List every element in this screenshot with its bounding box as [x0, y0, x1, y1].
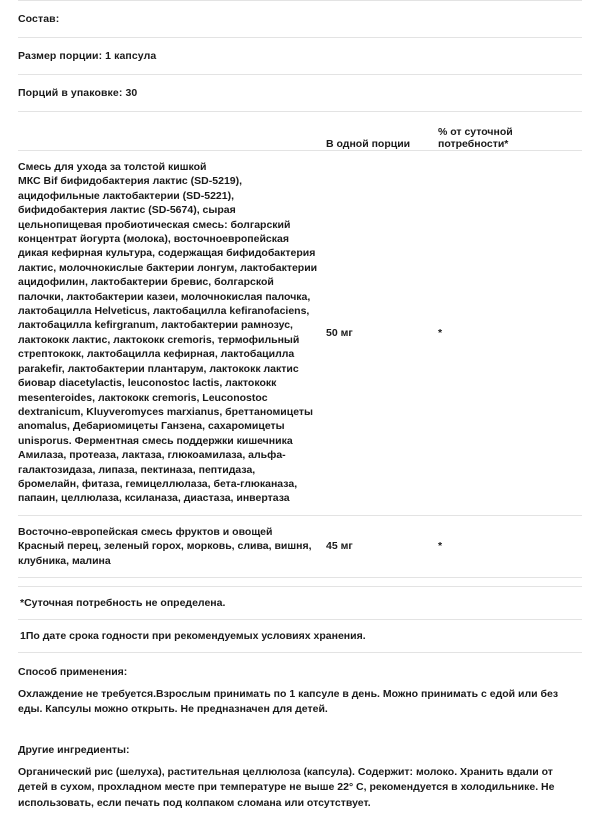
footnote-expiration: 1По дате срока годности при рекомендуемых условиях хранения. — [20, 629, 366, 642]
column-header-daily-value: % от суточной потребности* — [438, 126, 513, 150]
nutrient-ingredients: МКС Bif бифидобактерия лактис (SD-5219), ацидофильные лактобактерии (SD-5221), бифидобактерия лактис (SD-5674), сырая цельнопищевая пробиотическая смесь: болгарский концентрат йогурта (молока), восточноевропейская дикая кефирная культура, содержащая бифидобактерия лактис, молочнокислые бактерии лонгум, лактобактерии ацидофилин, лактобактерии бревис, болгарской палочки, лактобактерии казеи, молочнокислая палочка, лактобацилла Helveticus, лактобацилла kefiranofaciens, лактобацилла kefirgranum, лактобактерии рамнозус, лактококк лактис, лактококк cremoris, термофильный стрептококк, лактобацилла кефирная, лактобацилла parakefir, лактобактерии плантарум, лактококк лактис биовар diacetylactis, leuconostoc lactis, лактококк mesenteroides, лактококк cremoris, Leuconostoc dextranicum, Kluyveromyces marxianus, бреттаномицеты anomalus, Дебариомицеты Ганзена, сахаромицеты unisporus. Ферментная смесь поддержки кишечника Амилаза, протеаза, лактаза, глюкоамилаза, альфа-галактозидаза, липаза, пектиназа, пептидаза, бромелайн, фитаза, гемицеллюлаза, бета-глюканаза, папаин, целлюлаза, ксиланаза, диастаза, инвертаза — [18, 175, 318, 505]
spacer-before-footnotes — [18, 578, 582, 586]
table-column-headers — [18, 112, 582, 150]
footnote-daily-value: *Суточная потребность не определена. — [20, 596, 226, 609]
nutrient-description — [18, 525, 326, 568]
directions-heading: Способ применения: — [18, 665, 128, 678]
other-ingredients-heading: Другие ингредиенты: — [18, 743, 130, 756]
serving-size-label: Размер порции: 1 капсула — [18, 50, 157, 62]
label-row-serving-size — [18, 38, 582, 74]
directions-body: Охлаждение не требуется.Взрослым принимать по 1 капсуле в день. Можно принимать с едой или без еды. Капсулы можно открыть. Не предназначен для детей. — [18, 687, 559, 716]
nutrient-daily-value: * — [438, 540, 443, 553]
composition-label: Состав: — [18, 13, 60, 25]
nutrient-daily-value: * — [438, 326, 443, 339]
column-header-amount-per-serving: В одной порции — [326, 138, 411, 150]
nutrient-title: Восточно-европейская смесь фруктов и овощей — [18, 525, 273, 538]
nutrient-amount: 45 мг — [326, 540, 353, 553]
nutrient-description — [18, 160, 326, 506]
label-row-composition — [18, 1, 582, 37]
nutrient-amount: 50 мг — [326, 326, 353, 339]
nutrient-title: Смесь для ухода за толстой кишкой — [18, 161, 207, 173]
servings-per-container-label: Порций в упаковке: 30 — [18, 87, 138, 99]
label-row-servings-per-container — [18, 75, 582, 111]
table-row — [18, 151, 582, 515]
other-ingredients-body: Органический рис (шелуха), растительная целлюлоза (капсула). Содержит: молоко. Хранить вдали от детей в сухом, прохладном месте при температуре не выше 22° С, рекомендуется в холодильнике. Не использовать, если печать под колпаком сломана или отсутствует. — [18, 765, 555, 809]
table-row — [18, 516, 582, 577]
nutrient-ingredients: Красный перец, зеленый горох, морковь, слива, вишня, клубника, малина — [18, 540, 312, 567]
